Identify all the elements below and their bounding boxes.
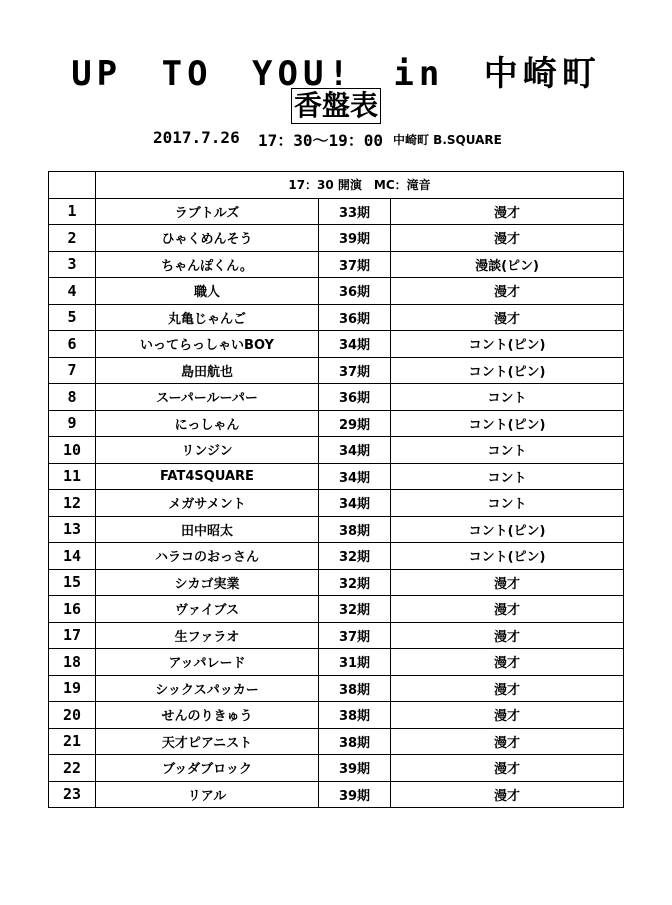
performance-genre: 漫才	[391, 596, 624, 623]
performer-term: 34期	[319, 463, 391, 490]
subtitle-wrapper	[0, 88, 672, 124]
performer-name: リアル	[96, 781, 319, 808]
performer-name: せんのりきゅう	[96, 702, 319, 729]
performance-genre: コント(ピン)	[391, 331, 624, 358]
row-number: 22	[49, 755, 96, 782]
table-row	[49, 516, 624, 543]
table-row	[49, 702, 624, 729]
table-row	[49, 225, 624, 252]
performer-name: いってらっしゃいBOY	[96, 331, 319, 358]
performer-name: 職人	[96, 278, 319, 305]
opening-note: 17：30 開演 MC：滝音	[96, 172, 624, 199]
performer-term: 32期	[319, 543, 391, 570]
performer-name: ブッダブロック	[96, 755, 319, 782]
performer-term: 32期	[319, 569, 391, 596]
performer-term: 37期	[319, 251, 391, 278]
event-date: 2017.7.26	[153, 128, 240, 147]
performer-term: 38期	[319, 675, 391, 702]
performer-name: リンジン	[96, 437, 319, 464]
performer-name: ラブトルズ	[96, 198, 319, 225]
performer-term: 37期	[319, 357, 391, 384]
table-row	[49, 331, 624, 358]
table-header-row	[49, 172, 624, 199]
row-number: 15	[49, 569, 96, 596]
table-row	[49, 728, 624, 755]
table-row	[49, 490, 624, 517]
row-number: 18	[49, 649, 96, 676]
performer-name: にっしゃん	[96, 410, 319, 437]
row-number: 9	[49, 410, 96, 437]
performance-genre: 漫才	[391, 702, 624, 729]
table-row	[49, 755, 624, 782]
row-number: 20	[49, 702, 96, 729]
performance-genre: コント(ピン)	[391, 543, 624, 570]
row-number: 3	[49, 251, 96, 278]
page-title: UP TO YOU! in 中崎町	[71, 54, 601, 94]
performer-term: 31期	[319, 649, 391, 676]
table-row	[49, 596, 624, 623]
table-row	[49, 437, 624, 464]
row-number: 21	[49, 728, 96, 755]
performer-term: 33期	[319, 198, 391, 225]
performer-term: 36期	[319, 304, 391, 331]
lineup-table	[48, 171, 624, 808]
row-number: 2	[49, 225, 96, 252]
table-row	[49, 304, 624, 331]
performer-term: 38期	[319, 728, 391, 755]
event-venue: 中崎町 B.SQUARE	[393, 133, 502, 147]
row-number: 5	[49, 304, 96, 331]
performer-name: ひゃくめんそう	[96, 225, 319, 252]
table-row	[49, 384, 624, 411]
performer-term: 34期	[319, 437, 391, 464]
table-row	[49, 357, 624, 384]
performance-genre: コント(ピン)	[391, 410, 624, 437]
performance-genre: 漫才	[391, 198, 624, 225]
performer-name: ハラコのおっさん	[96, 543, 319, 570]
row-number: 11	[49, 463, 96, 490]
table-row	[49, 675, 624, 702]
performance-genre: コント	[391, 437, 624, 464]
performer-term: 34期	[319, 490, 391, 517]
performance-genre: 漫才	[391, 225, 624, 252]
row-number: 17	[49, 622, 96, 649]
performance-genre: コント	[391, 384, 624, 411]
table-row	[49, 463, 624, 490]
row-number: 14	[49, 543, 96, 570]
header-blank-cell	[49, 172, 96, 199]
performer-name: 天才ピアニスト	[96, 728, 319, 755]
performer-term: 39期	[319, 781, 391, 808]
performer-name: アッパレード	[96, 649, 319, 676]
performer-term: 39期	[319, 755, 391, 782]
performance-genre: コント(ピン)	[391, 516, 624, 543]
performer-name: シックスパッカー	[96, 675, 319, 702]
performer-name: 生ファラオ	[96, 622, 319, 649]
row-number: 10	[49, 437, 96, 464]
performer-term: 38期	[319, 702, 391, 729]
table-row	[49, 649, 624, 676]
table-row	[49, 569, 624, 596]
performer-name: 島田航也	[96, 357, 319, 384]
table-row	[49, 410, 624, 437]
performer-term: 29期	[319, 410, 391, 437]
row-number: 7	[49, 357, 96, 384]
row-number: 6	[49, 331, 96, 358]
performance-genre: コント(ピン)	[391, 357, 624, 384]
row-number: 19	[49, 675, 96, 702]
performance-genre: 漫才	[391, 781, 624, 808]
performance-genre: 漫才	[391, 622, 624, 649]
performance-genre: 漫才	[391, 649, 624, 676]
performer-name: メガサメント	[96, 490, 319, 517]
table-row	[49, 543, 624, 570]
performer-name: スーパールーパー	[96, 384, 319, 411]
performer-name: 田中昭太	[96, 516, 319, 543]
performance-genre: 漫才	[391, 755, 624, 782]
performance-genre: 漫才	[391, 728, 624, 755]
row-number: 23	[49, 781, 96, 808]
table-row	[49, 278, 624, 305]
performer-name: シカゴ実業	[96, 569, 319, 596]
performer-term: 39期	[319, 225, 391, 252]
table-row	[49, 251, 624, 278]
subtitle-boxed: 香盤表	[291, 88, 381, 124]
performer-term: 32期	[319, 596, 391, 623]
performance-genre: コント	[391, 490, 624, 517]
performance-genre: 漫才	[391, 304, 624, 331]
row-number: 12	[49, 490, 96, 517]
performer-term: 36期	[319, 384, 391, 411]
performance-genre: 漫才	[391, 675, 624, 702]
row-number: 13	[49, 516, 96, 543]
table-row	[49, 198, 624, 225]
performer-term: 34期	[319, 331, 391, 358]
row-number: 1	[49, 198, 96, 225]
row-number: 4	[49, 278, 96, 305]
event-time: 17：30～19：00	[258, 131, 384, 150]
performer-term: 38期	[319, 516, 391, 543]
table-row	[49, 622, 624, 649]
performance-genre: 漫才	[391, 569, 624, 596]
performance-genre: コント	[391, 463, 624, 490]
performer-name: FAT4SQUARE	[96, 463, 319, 490]
performer-term: 37期	[319, 622, 391, 649]
row-number: 8	[49, 384, 96, 411]
row-number: 16	[49, 596, 96, 623]
performer-name: ちゃんぽくん。	[96, 251, 319, 278]
performer-term: 36期	[319, 278, 391, 305]
performance-genre: 漫才	[391, 278, 624, 305]
performer-name: ヴァイブス	[96, 596, 319, 623]
performer-name: 丸亀じゃんご	[96, 304, 319, 331]
performance-genre: 漫談(ピン)	[391, 251, 624, 278]
table-row	[49, 781, 624, 808]
